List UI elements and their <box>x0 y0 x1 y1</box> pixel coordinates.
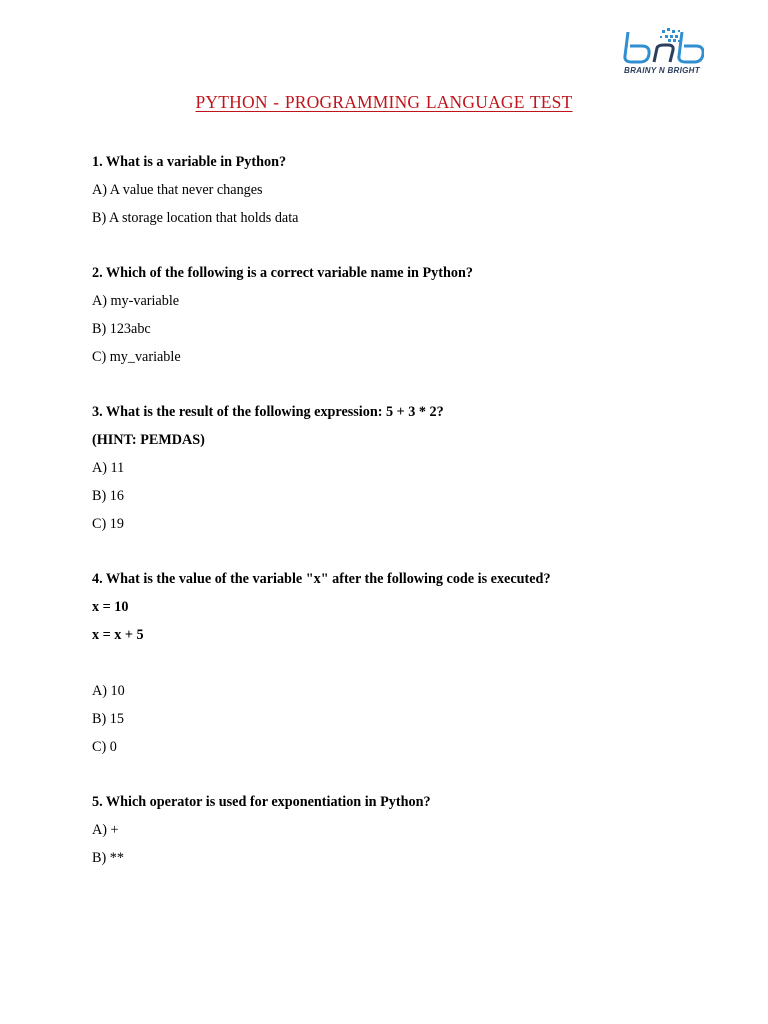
question-2 <box>92 263 692 375</box>
question-3 <box>92 402 692 542</box>
question-hint: (HINT: PEMDAS) <box>92 432 205 448</box>
question-4 <box>92 569 692 765</box>
answer-option: B) 123abc <box>92 321 151 337</box>
question-text: 5. Which operator is used for exponentiation in Python? <box>92 794 431 810</box>
answer-option: C) my_variable <box>92 349 181 365</box>
answer-option: B) A storage location that holds data <box>92 210 299 226</box>
answer-option: B) 16 <box>92 488 124 504</box>
bnb-logo-mark <box>622 26 704 66</box>
question-5 <box>92 792 692 876</box>
answer-option: C) 19 <box>92 516 124 532</box>
answer-option: A) 11 <box>92 460 125 476</box>
code-line: x = 10 <box>92 599 129 615</box>
brand-tagline: BRAINY N BRIGHT <box>624 66 700 75</box>
page-title: PYTHON - PROGRAMMING LANGUAGE TEST <box>195 92 573 112</box>
answer-option: A) my-variable <box>92 293 180 309</box>
answer-option: A) + <box>92 822 119 838</box>
question-list <box>92 152 692 903</box>
answer-option: A) A value that never changes <box>92 182 263 198</box>
spacer <box>92 653 692 681</box>
answer-option: B) ** <box>92 850 124 866</box>
question-text: 4. What is the value of the variable "x" after the following code is executed? <box>92 571 551 587</box>
question-text: 3. What is the result of the following expression: 5 + 3 * 2? <box>92 404 444 420</box>
question-text: 1. What is a variable in Python? <box>92 154 287 170</box>
answer-option: C) 0 <box>92 739 117 755</box>
question-1 <box>92 152 692 236</box>
brand-logo <box>612 26 712 80</box>
answer-option: B) 15 <box>92 711 124 727</box>
answer-option: A) 10 <box>92 683 125 699</box>
code-line: x = x + 5 <box>92 627 144 643</box>
question-text: 2. Which of the following is a correct variable name in Python? <box>92 265 473 281</box>
